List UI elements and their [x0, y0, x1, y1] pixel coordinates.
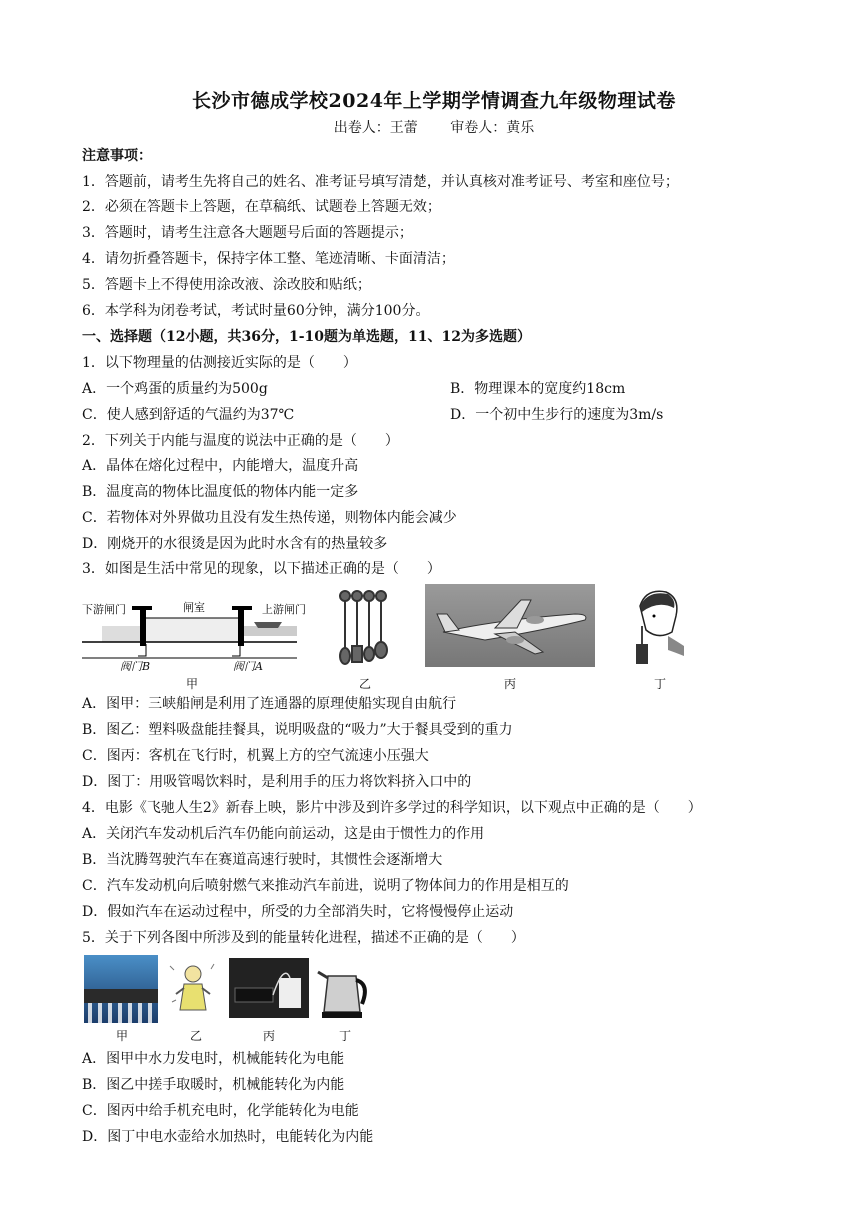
- note-3: 3．答题时，请考生注意各大题题号后面的答题提示；: [82, 225, 413, 241]
- q4-stem: 4．电影《飞驰人生2》新春上映，影片中涉及到许多学过的科学知识，以下观点中正确的是（ ）: [82, 800, 702, 816]
- q5-option-c: C．图丙中给手机充电时，化学能转化为电能: [82, 1103, 359, 1119]
- q4-option-a: A．关闭汽车发动机后汽车仍能向前运动，这是由于惯性力的作用: [82, 826, 485, 842]
- label-downstream-gate: 下游闸门: [82, 603, 126, 616]
- q5-option-d: D．图丁中电水壶给水加热时，电能转化为内能: [82, 1129, 374, 1145]
- fig-label-bing: 丙: [504, 677, 517, 691]
- q3-stem: 3．如图是生活中常见的现象，以下描述正确的是（ ）: [82, 561, 441, 577]
- q1-option-b: B．物理课本的宽度约18cm: [450, 381, 626, 397]
- label-valve-b: 阀门B: [120, 660, 151, 673]
- q5-fig-label-jia: 甲: [116, 1029, 129, 1043]
- q2-option-c: C．若物体对外界做功且没有发生热传递，则物体内能会减少: [82, 510, 457, 526]
- q5-stem: 5．关于下列各图中所涉及到的能量转化进程，描述不正确的是（ ）: [82, 930, 525, 946]
- q1-option-d: D．一个初中生步行的速度为3m/s: [450, 407, 664, 423]
- label-chamber: 闸室: [183, 601, 205, 614]
- q5-option-b: B．图乙中搓手取暖时，机械能转化为内能: [82, 1077, 345, 1093]
- q2-option-a: A．晶体在熔化过程中，内能增大，温度升高: [82, 458, 359, 474]
- q5-fig-label-yi: 乙: [190, 1029, 203, 1043]
- note-1: 1．答题前，请考生先将自己的姓名、准考证号填写清楚，并认真核对准考证号、考室和座位号；: [82, 174, 679, 190]
- q5-fig-label-ding: 丁: [339, 1029, 352, 1043]
- q4-option-d: D．假如汽车在运动过程中，所受的力全部消失时，它将慢慢停止运动: [82, 904, 514, 920]
- q2-option-b: B．温度高的物体比温度低的物体内能一定多: [82, 484, 359, 500]
- q3-option-d: D．图丁：用吸管喝饮料时，是利用手的压力将饮料挤入口中的: [82, 774, 472, 790]
- page-title: 长沙市德成学校2024年上学期学情调查九年级物理试卷: [192, 90, 676, 112]
- rubbing-hands-image: [162, 958, 224, 1020]
- setter: 出卷人：王蕾: [333, 120, 418, 136]
- q1-option-c: C．使人感到舒适的气温约为37℃: [82, 407, 295, 423]
- fig-label-yi: 乙: [359, 677, 372, 691]
- note-6: 6．本学科为闭卷考试，考试时量60分钟，满分100分。: [82, 303, 430, 319]
- q4-option-b: B．当沈腾驾驶汽车在赛道高速行驶时，其惯性会逐渐增大: [82, 852, 443, 868]
- section-1-heading: 一、选择题（12小题，共36分，1-10题为单选题，11、12为多选题）: [82, 329, 531, 345]
- note-4: 4．请勿折叠答题卡，保持字体工整、笔迹清晰、卡面清洁；: [82, 251, 455, 267]
- note-2: 2．必须在答题卡上答题，在草稿纸、试题卷上答题无效；: [82, 199, 441, 215]
- q1-option-a: A．一个鸡蛋的质量约为500g: [82, 381, 268, 397]
- q3-option-a: A．图甲：三峡船闸是利用了连通器的原理使船实现自由航行: [82, 696, 457, 712]
- q5-option-a: A．图甲中水力发电时，机械能转化为电能: [82, 1051, 345, 1067]
- hydropower-dam-image: [84, 955, 158, 1023]
- q4-option-c: C．汽车发动机向后喷射燃气来推动汽车前进，说明了物体间力的作用是相互的: [82, 878, 569, 894]
- q1-stem: 1．以下物理量的估测接近实际的是（ ）: [82, 355, 357, 371]
- notes-title: 注意事项：: [82, 148, 152, 164]
- q3-option-b: B．图乙：塑料吸盘能挂餐具，说明吸盘的“吸力”大于餐具受到的重力: [82, 722, 513, 738]
- authors: [0, 117, 868, 137]
- phone-charging-image: [229, 958, 309, 1018]
- note-5: 5．答题卡上不得使用涂改液、涂改胶和贴纸；: [82, 277, 371, 293]
- label-upstream-gate: 上游闸门: [262, 603, 306, 616]
- suction-cup-utensils-image: [335, 588, 393, 668]
- label-valve-a: 阀门A: [233, 660, 263, 673]
- q2-stem: 2．下列关于内能与温度的说法中正确的是（ ）: [82, 433, 399, 449]
- electric-kettle-image: [316, 962, 372, 1022]
- q2-option-d: D．刚烧开的水很烫是因为此时水含有的热量较多: [82, 536, 388, 552]
- fig-label-ding: 丁: [654, 677, 667, 691]
- boy-drinking-straw-image: [628, 586, 684, 668]
- reviewer: 审卷人：黄乐: [450, 120, 535, 136]
- airliner-image: [425, 584, 595, 667]
- fig-label-jia: 甲: [186, 677, 199, 691]
- q5-fig-label-bing: 丙: [263, 1029, 276, 1043]
- q3-option-c: C．图丙：客机在飞行时，机翼上方的空气流速小压强大: [82, 748, 429, 764]
